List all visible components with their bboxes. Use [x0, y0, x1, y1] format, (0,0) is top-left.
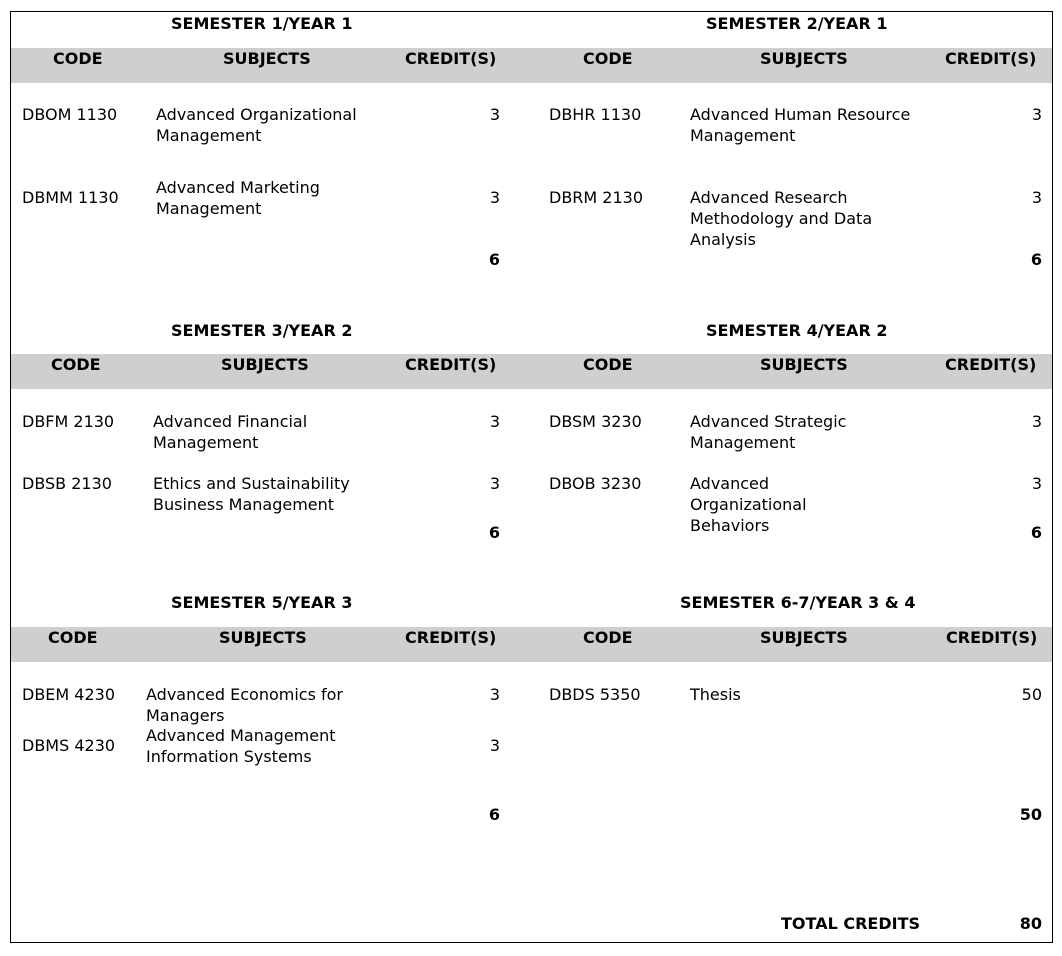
semester-title: SEMESTER 2/YEAR 1 — [706, 14, 888, 33]
course-code: DBMM 1130 — [22, 188, 119, 207]
credits-header: CREDIT(S) — [405, 355, 497, 374]
credits-header: CREDIT(S) — [946, 628, 1038, 647]
code-header: CODE — [48, 628, 98, 647]
course-credits: 3 — [489, 474, 500, 493]
credits-header: CREDIT(S) — [405, 49, 497, 68]
course-subject: Advanced Research Methodology and Data Analysis — [690, 188, 873, 249]
semester-total: 6 — [488, 523, 500, 542]
code-header: CODE — [53, 49, 103, 68]
course-code: DBEM 4230 — [22, 685, 116, 704]
course-credits: 3 — [1031, 474, 1042, 493]
semester-total: 6 — [1030, 250, 1042, 269]
header-band-row2 — [11, 354, 1052, 389]
total-credits-label: TOTAL CREDITS — [781, 914, 920, 933]
course-subject: Advanced Organizational Management — [156, 105, 357, 145]
course-subject: Thesis — [690, 685, 741, 704]
code-header: CODE — [51, 355, 101, 374]
course-credits: 3 — [489, 105, 500, 124]
course-credits: 3 — [489, 685, 500, 704]
course-subject: Advanced Marketing Management — [156, 178, 320, 218]
header-band-row1 — [11, 48, 1052, 83]
subjects-header: SUBJECTS — [221, 355, 309, 374]
subjects-header: SUBJECTS — [760, 628, 848, 647]
course-subject: Advanced Organizational Behaviors — [690, 474, 807, 535]
course-subject: Advanced Management Information Systems — [146, 726, 336, 766]
code-header: CODE — [583, 355, 633, 374]
total-credits-value: 80 — [1019, 914, 1042, 933]
semester-title: SEMESTER 3/YEAR 2 — [171, 321, 353, 340]
course-credits: 3 — [489, 188, 500, 207]
subjects-header: SUBJECTS — [760, 355, 848, 374]
subjects-header: SUBJECTS — [760, 49, 848, 68]
semester-total: 50 — [1019, 805, 1042, 824]
course-code: DBHR 1130 — [549, 105, 642, 124]
course-code: DBSM 3230 — [549, 412, 642, 431]
course-credits: 3 — [489, 412, 500, 431]
semester-title: SEMESTER 5/YEAR 3 — [171, 593, 353, 612]
semester-total: 6 — [488, 250, 500, 269]
semester-title: SEMESTER 1/YEAR 1 — [171, 14, 353, 33]
course-credits: 3 — [1031, 105, 1042, 124]
credits-header: CREDIT(S) — [405, 628, 497, 647]
course-credits: 3 — [1031, 412, 1042, 431]
credits-header: CREDIT(S) — [945, 355, 1037, 374]
course-code: DBOB 3230 — [549, 474, 642, 493]
semester-title: SEMESTER 4/YEAR 2 — [706, 321, 888, 340]
semester-total: 6 — [488, 805, 500, 824]
course-code: DBSB 2130 — [22, 474, 112, 493]
code-header: CODE — [583, 49, 633, 68]
course-subject: Advanced Economics for Managers — [146, 685, 343, 725]
semester-total: 6 — [1030, 523, 1042, 542]
course-code: DBDS 5350 — [549, 685, 641, 704]
course-credits: 50 — [1021, 685, 1042, 704]
semester-title: SEMESTER 6-7/YEAR 3 & 4 — [680, 593, 916, 612]
course-credits: 3 — [489, 736, 500, 755]
course-code: DBOM 1130 — [22, 105, 118, 124]
course-code: DBRM 2130 — [549, 188, 644, 207]
course-credits: 3 — [1031, 188, 1042, 207]
course-subject: Advanced Human Resource Management — [690, 105, 911, 145]
credits-header: CREDIT(S) — [945, 49, 1037, 68]
header-band-row3 — [11, 627, 1052, 662]
course-code: DBFM 2130 — [22, 412, 115, 431]
subjects-header: SUBJECTS — [219, 628, 307, 647]
course-code: DBMS 4230 — [22, 736, 116, 755]
course-subject: Advanced Financial Management — [153, 412, 308, 452]
subjects-header: SUBJECTS — [223, 49, 311, 68]
course-subject: Advanced Strategic Management — [690, 412, 847, 452]
code-header: CODE — [583, 628, 633, 647]
course-subject: Ethics and Sustainability Business Management — [153, 474, 350, 514]
